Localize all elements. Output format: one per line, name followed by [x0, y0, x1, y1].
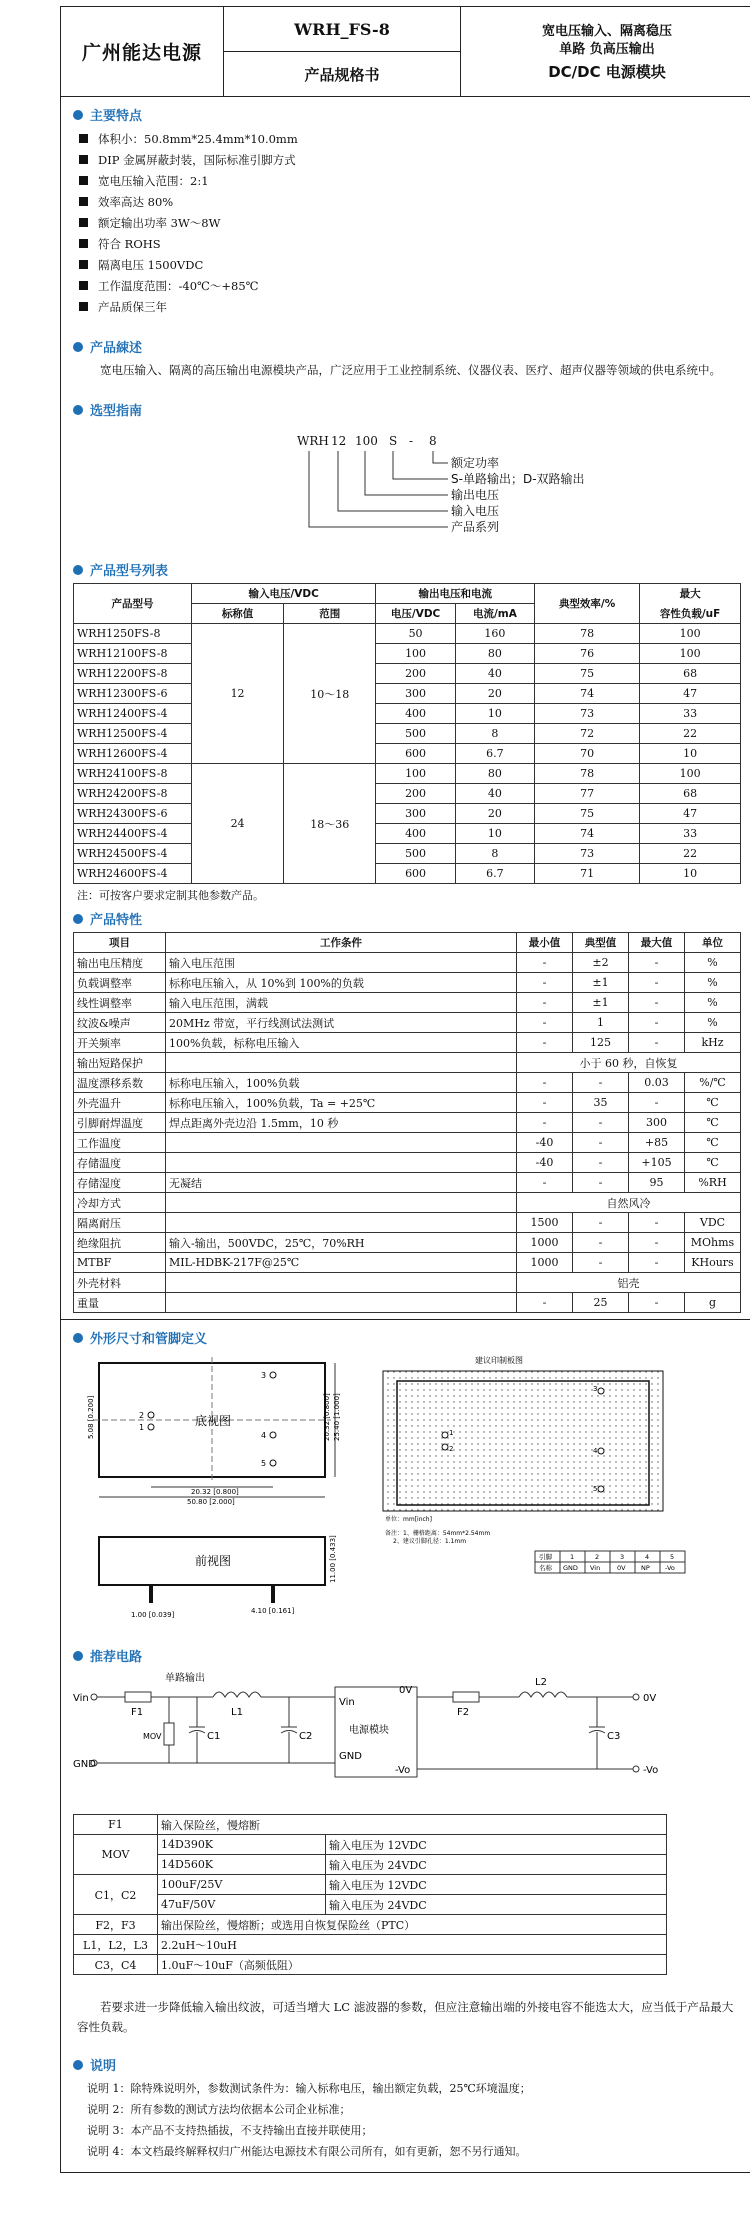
pcb-title: 建议印制板图	[475, 1356, 523, 1365]
table-row: 绝缘阻抗 输入-输出，500VDC，25℃，70%RH 1000 - - MOhms	[74, 1233, 741, 1253]
svg-text:4: 4	[261, 1431, 267, 1440]
svg-text:MOV: MOV	[143, 1732, 162, 1741]
svg-text:C2: C2	[299, 1731, 313, 1742]
table-row: 负载调整率 标称电压输入，从 10%到 100%的负载 - ±1 - %	[74, 973, 741, 993]
list-item: 体积小：50.8mm*25.4mm*10.0mm	[79, 128, 741, 149]
module-label: 电源模块	[349, 1725, 389, 1736]
desc-line-2: 单路 负高压输出	[559, 41, 655, 57]
square-bullet-icon	[79, 197, 88, 206]
svg-text:3: 3	[593, 1385, 598, 1393]
features-section	[61, 97, 750, 323]
label-power: 额定功率	[451, 456, 500, 470]
pin-4	[270, 1432, 276, 1438]
mov	[164, 1723, 174, 1745]
pin-table	[535, 1551, 685, 1573]
dimensions-section	[61, 1320, 750, 1638]
table-row: MTBF MIL-HDBK-217F@25℃ 1000 - - KHours	[74, 1253, 741, 1273]
table-header-row: 产品型号 输入电压/VDC 输出电压和电流 典型效率/% 最大	[74, 584, 741, 604]
table-row: WRH12400FS-4 400 10 73 33	[74, 704, 741, 724]
section-title: 产品特性	[73, 909, 741, 928]
svg-text:L2: L2	[535, 1677, 547, 1688]
pin-3	[270, 1372, 276, 1378]
table-row: WRH24100FS-8 24 18～36 100 80 78 100	[74, 764, 741, 784]
svg-text:-Vo: -Vo	[395, 1765, 411, 1776]
specs-section	[61, 909, 750, 1319]
dim-height-inner: 20.32 [0.800]	[323, 1393, 331, 1441]
table-row: 开关频率 100%负载，标称电压输入 - 125 - kHz	[74, 1033, 741, 1053]
list-item: 产品质保三年	[79, 296, 741, 317]
square-bullet-icon	[79, 260, 88, 269]
table-row: WRH12100FS-8 100 80 76 100	[74, 644, 741, 664]
table-row: WRH12600FS-4 600 6.7 70 10	[74, 744, 741, 764]
svg-text:C3: C3	[607, 1731, 621, 1742]
model-name: WRH_FS-8	[224, 7, 460, 52]
bullet-dot-icon	[73, 565, 83, 575]
svg-text:F2: F2	[457, 1707, 470, 1718]
table-row: MOV 14D390K 输入电压为 12VDC	[74, 1835, 667, 1855]
table-row: 输出电压精度 输入电压范围 - ±2 - %	[74, 953, 741, 973]
label-input-voltage: 输入电压	[451, 504, 500, 518]
svg-text:名称: 名称	[539, 1564, 552, 1572]
dim-thickness: 11.00 [0.433]	[329, 1535, 337, 1583]
circuit-section	[61, 1638, 750, 2043]
models-section	[61, 560, 750, 909]
header-middle	[224, 7, 461, 96]
table-row: C3，C4 1.0uF～10uF（高频低阻）	[74, 1955, 667, 1975]
table-row: WRH24300FS-6 300 20 75 47	[74, 804, 741, 824]
header-description	[461, 7, 750, 96]
list-item: 工作温度范围：-40℃～+85℃	[79, 275, 741, 296]
svg-text:1: 1	[570, 1553, 575, 1561]
svg-text:-Vo: -Vo	[643, 1765, 659, 1776]
square-bullet-icon	[79, 302, 88, 311]
svg-text:4: 4	[593, 1447, 598, 1455]
svg-text:5: 5	[261, 1459, 267, 1468]
dim-width: 50.80 [2.000]	[187, 1498, 235, 1506]
table-row: WRH24200FS-8 200 40 77 68	[74, 784, 741, 804]
dimension-drawing	[73, 1351, 741, 1629]
pin-5	[270, 1460, 276, 1466]
square-bullet-icon	[79, 218, 88, 227]
svg-text:Vin: Vin	[590, 1564, 601, 1572]
code-input: 12	[331, 434, 347, 448]
pcb-note-2: 2、建议引脚孔径：1.1mm	[393, 1538, 467, 1545]
pin-lead	[149, 1585, 153, 1603]
table-row: 冷却方式 自然风冷	[74, 1193, 741, 1213]
square-bullet-icon	[79, 155, 88, 164]
section-title: 推荐电路	[73, 1646, 741, 1665]
table-header-row: 项目 工作条件 最小值 典型值 最大值 单位	[74, 933, 741, 953]
label-series: 产品系列	[451, 520, 500, 534]
svg-text:GND: GND	[73, 1759, 96, 1770]
table-row: 47uF/50V 输入电压为 24VDC	[74, 1895, 667, 1915]
table-row: F2，F3 输出保险丝，慢熔断；或选用自恢复保险丝（PTC）	[74, 1915, 667, 1935]
label-output-type: S-单路输出；D-双路输出	[451, 472, 585, 486]
table-row: 线性调整率 输入电压范围，满载 - ±1 - %	[74, 993, 741, 1013]
dim-pin-length: 4.10 [0.161]	[251, 1607, 295, 1615]
bottom-view-label: 底视图	[195, 1414, 232, 1428]
code-dash: -	[409, 434, 414, 448]
unit-note: 单位：mm[inch]	[385, 1516, 432, 1523]
pin-lead	[271, 1585, 275, 1603]
circuit-diagram	[73, 1669, 741, 1799]
dim-pitch: 20.32 [0.800]	[191, 1488, 239, 1496]
svg-text:0V: 0V	[643, 1693, 657, 1704]
svg-text:5: 5	[593, 1485, 598, 1493]
models-table	[73, 583, 741, 884]
model-code-diagram	[73, 423, 741, 551]
list-item: 说明 2：所有参数的测试方法均依据本公司企业标准；	[87, 2103, 351, 2116]
pcb-note-1: 备注：1、栅格距离：54mm*2.54mm	[385, 1530, 491, 1537]
svg-text:4: 4	[645, 1553, 650, 1561]
pin-1	[148, 1424, 154, 1430]
list-item: 宽电压输入范围：2:1	[79, 170, 741, 191]
list-item: 符合 ROHS	[79, 233, 741, 254]
list-item: 隔离电压 1500VDC	[79, 254, 741, 275]
svg-text:0V: 0V	[399, 1685, 413, 1696]
table-row: 纹波&噪声 20MHz 带宽，平行线测试法测试 - 1 - %	[74, 1013, 741, 1033]
table-row: 重量 - 25 - g	[74, 1293, 741, 1313]
table-row: 温度漂移系数 标称电压输入，100%负载 - - 0.03 %/℃	[74, 1073, 741, 1093]
feature-list	[79, 128, 741, 317]
svg-text:3: 3	[620, 1553, 625, 1561]
list-item: 额定输出功率 3W～8W	[79, 212, 741, 233]
svg-text:NP: NP	[641, 1564, 650, 1572]
desc-line-1: 宽电压输入、隔离稳压	[541, 23, 672, 39]
remarks-list	[73, 2078, 741, 2162]
circuit-advice: 若要求进一步降低输入输出纹波，可适当增大 LC 滤波器的参数，但应注意输出端的外接电容不能选太大，应当低于产品最大容性负载。	[77, 2000, 734, 2034]
table-row: WRH24500FS-4 500 8 73 22	[74, 844, 741, 864]
svg-text:GND: GND	[339, 1751, 362, 1762]
code-output: 100	[355, 434, 378, 448]
section-title: 说明	[73, 2055, 741, 2074]
bullet-dot-icon	[73, 110, 83, 120]
table-row: WRH1250FS-8 12 10～18 50 160 78 100	[74, 624, 741, 644]
svg-text:0V: 0V	[617, 1564, 626, 1572]
bullet-dot-icon	[73, 1651, 83, 1661]
table-row: 14D560K 输入电压为 24VDC	[74, 1855, 667, 1875]
single-output-label: 单路输出	[165, 1673, 205, 1684]
fuse-f2	[453, 1692, 479, 1702]
pcb-grid	[383, 1371, 663, 1511]
table-row: 隔离耐压 1500 - - VDC	[74, 1213, 741, 1233]
desc-line-3: DC/DC 电源模块	[548, 62, 666, 81]
svg-text:5: 5	[670, 1553, 675, 1561]
list-item: 说明 4：本文档最终解释权归广州能达电源技术有限公司所有，如有更新，恕不另行通知。	[87, 2145, 527, 2158]
svg-text:2: 2	[139, 1411, 145, 1420]
list-item: 效率高达 80%	[79, 191, 741, 212]
front-view-label: 前视图	[195, 1554, 232, 1568]
svg-text:2: 2	[595, 1553, 600, 1561]
table-header-row: 标称值 范围 电压/VDC 电流/mA 容性负载/uF	[74, 604, 741, 624]
code-type: S	[389, 434, 398, 448]
svg-text:GND: GND	[563, 1564, 578, 1572]
svg-text:引脚: 引脚	[539, 1553, 552, 1561]
svg-text:Vin: Vin	[73, 1693, 89, 1704]
svg-text:3: 3	[261, 1371, 267, 1380]
doc-type: 产品规格书	[304, 65, 380, 84]
section-title: 选型指南	[73, 400, 741, 419]
table-row: 存储湿度 无凝结 - - 95 %RH	[74, 1173, 741, 1193]
list-item: 说明 1：除特殊说明外，参数测试条件为：输入标称电压，输出额定负载，25℃环境温度；	[87, 2082, 531, 2095]
svg-text:L1: L1	[231, 1707, 243, 1718]
bullet-dot-icon	[73, 914, 83, 924]
svg-text:-Vo: -Vo	[665, 1564, 675, 1572]
selection-section	[61, 386, 750, 560]
table-row: 工作温度 -40 - +85 ℃	[74, 1133, 741, 1153]
table-row: C1，C2 100uF/25V 输入电压为 12VDC	[74, 1875, 667, 1895]
table-row: 输出短路保护 小于 60 秒，自恢复	[74, 1053, 741, 1073]
table-row: WRH12500FS-4 500 8 72 22	[74, 724, 741, 744]
svg-text:F1: F1	[131, 1707, 144, 1718]
table-row: 外壳温升 标称电压输入，100%负载，Ta = +25℃ - 35 - ℃	[74, 1093, 741, 1113]
table-row: WRH24400FS-4 400 10 74 33	[74, 824, 741, 844]
table-row: WRH12300FS-6 300 20 74 47	[74, 684, 741, 704]
label-output-voltage: 输出电压	[451, 488, 500, 502]
table-row: WRH12200FS-8 200 40 75 68	[74, 664, 741, 684]
square-bullet-icon	[79, 134, 88, 143]
pin-2	[148, 1412, 154, 1418]
table-row: L1，L2，L3 2.2uH～10uH	[74, 1935, 667, 1955]
inductor-l1	[213, 1692, 261, 1697]
square-bullet-icon	[79, 176, 88, 185]
table-row: 存储温度 -40 - +105 ℃	[74, 1153, 741, 1173]
company-name: 广州能达电源	[61, 7, 224, 96]
datasheet-page	[60, 6, 750, 2173]
code-series: WRH	[297, 434, 329, 448]
components-table	[73, 1814, 667, 1975]
bullet-dot-icon	[73, 405, 83, 415]
bullet-dot-icon	[73, 342, 83, 352]
header	[61, 7, 750, 97]
svg-text:1: 1	[139, 1423, 145, 1432]
square-bullet-icon	[79, 239, 88, 248]
list-item: DIP 金属屏蔽封装，国际标准引脚方式	[79, 149, 741, 170]
list-item: 说明 3：本产品不支持热插拔，不支持输出直接并联使用；	[87, 2124, 373, 2137]
fuse-f1	[125, 1692, 151, 1702]
svg-text:2: 2	[449, 1445, 454, 1453]
bullet-dot-icon	[73, 2060, 83, 2070]
table-row: 引脚耐焊温度 焊点距离外壳边沿 1.5mm，10 秒 - - 300 ℃	[74, 1113, 741, 1133]
dim-pin: 1.00 [0.039]	[131, 1611, 175, 1619]
models-note: 注：可按客户要求定制其他参数产品。	[77, 889, 264, 902]
dim-left: 5.08 [0.200]	[87, 1395, 95, 1439]
square-bullet-icon	[79, 281, 88, 290]
svg-text:C1: C1	[207, 1731, 221, 1742]
section-title: 外形尺寸和管脚定义	[73, 1328, 741, 1347]
svg-text:1: 1	[449, 1429, 454, 1437]
overview-section	[61, 323, 750, 386]
table-row: F1 输入保险丝，慢熔断	[74, 1815, 667, 1835]
section-title: 产品綀述	[73, 337, 741, 356]
remarks-section	[61, 2043, 750, 2172]
inductor-l2	[519, 1692, 567, 1697]
bullet-dot-icon	[73, 1333, 83, 1343]
section-title: 主要特点	[73, 105, 741, 124]
dim-height: 25.40 [1.000]	[333, 1393, 341, 1441]
specs-table	[73, 932, 741, 1313]
overview-text: 宽电压输入、隔离的高压输出电源模块产品，广泛应用于工业控制系统、仪器仪表、医疗、超声仪器等领域的供电系统中。	[100, 363, 721, 377]
table-row: 外壳材料 铝壳	[74, 1273, 741, 1293]
section-title: 产品型号列表	[73, 560, 741, 579]
svg-text:Vin: Vin	[339, 1697, 355, 1708]
table-row: WRH24600FS-4 600 6.7 71 10	[74, 864, 741, 884]
code-power: 8	[429, 434, 437, 448]
